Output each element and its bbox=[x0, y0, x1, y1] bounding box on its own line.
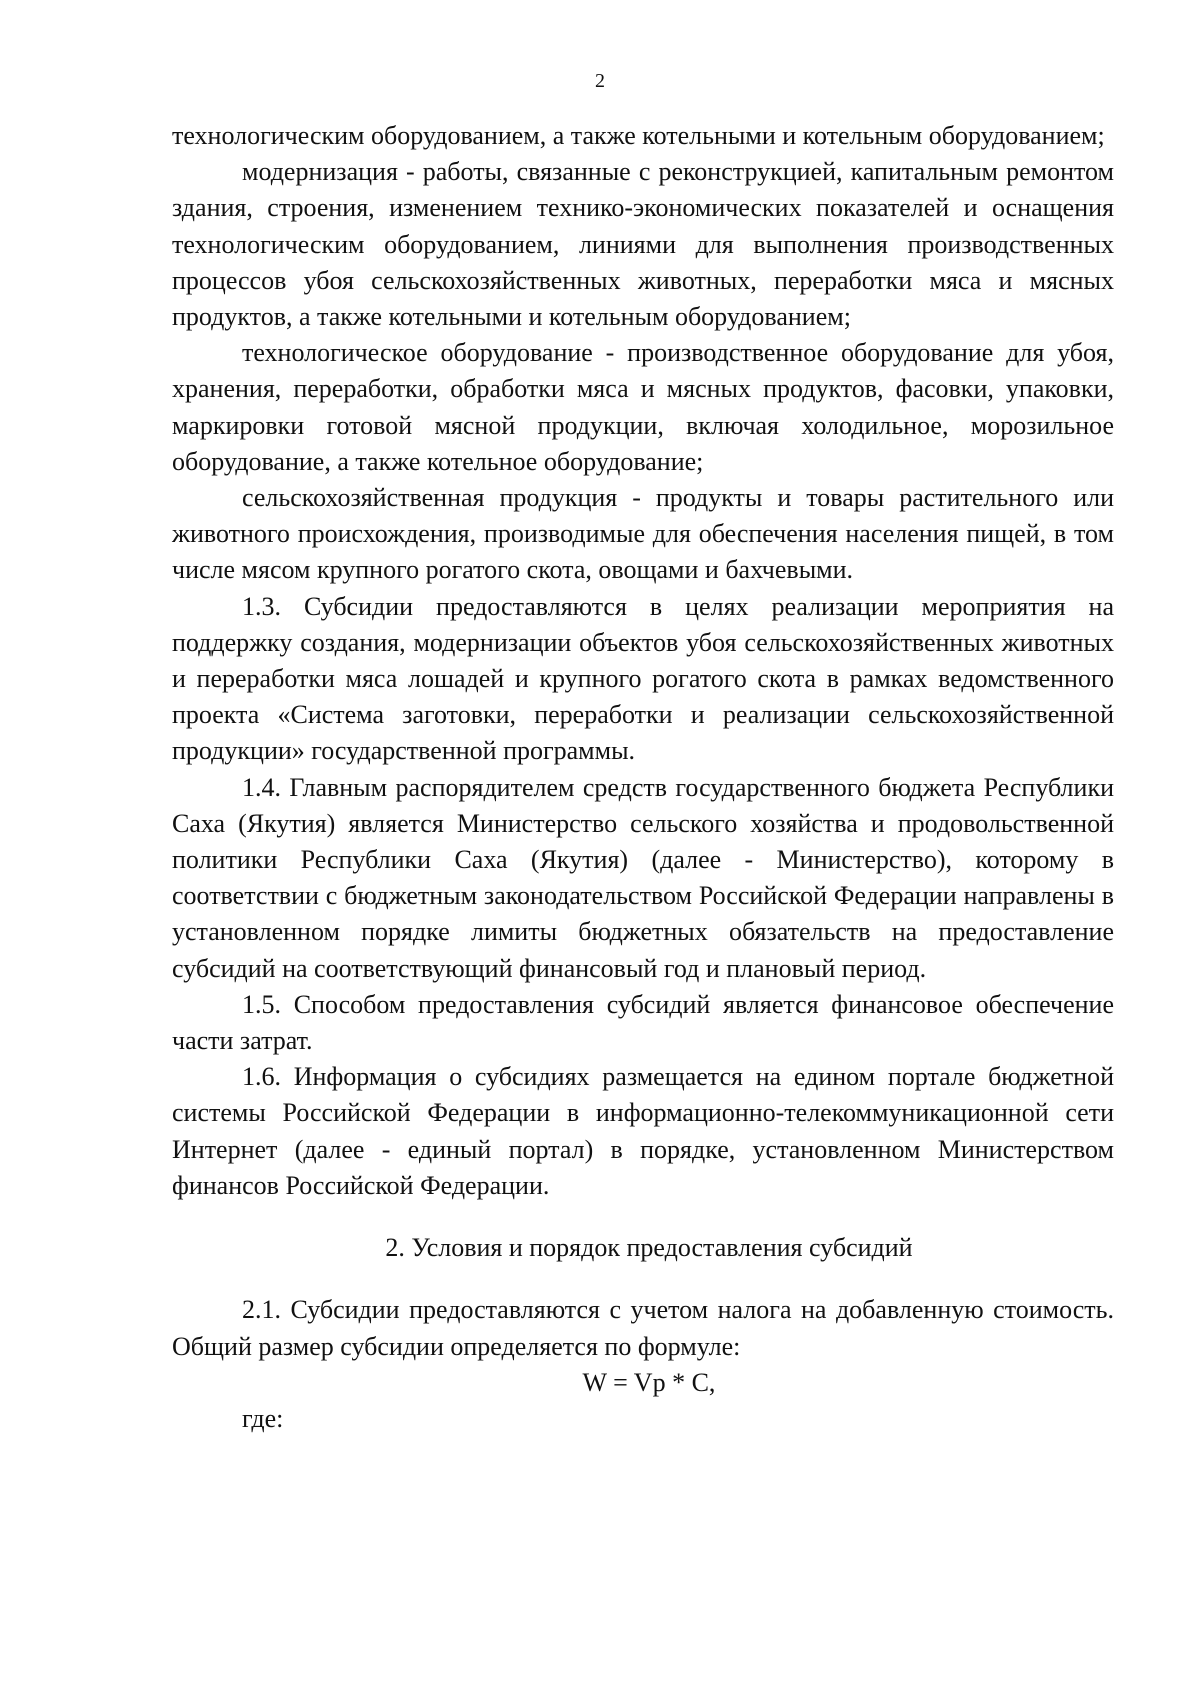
paragraph-technological-equipment-continuation: технологическим оборудованием, а также котельными и котельным оборудованием; bbox=[172, 121, 1105, 150]
paragraph-1-5: 1.5. Способом предоставления субсидий является финансовое обеспечение части затрат. bbox=[172, 989, 1114, 1056]
document-body bbox=[172, 118, 1114, 1437]
paragraph-1-4: 1.4. Главным распорядителем средств государственного бюджета Республики Саха (Якутия) является Министерство сельского хозяйства и продовольственной политики Республики Саха (Якутия) (далее - Министерство), которому в соответствии с бюджетным законодательством Российской Федерации направлены в установленном порядке лимиты бюджетных обязательств на предоставление субсидий на соответствующий финансовый год и плановый период. bbox=[172, 772, 1114, 983]
paragraph-where: где: bbox=[242, 1403, 284, 1433]
paragraph-agricultural-products-definition: сельскохозяйственная продукция - продукты и товары растительного или животного происхождения, производимые для обеспечения населения пищей, в том числе мясом крупного рогатого скота, овощами и бахчевыми. bbox=[172, 483, 1114, 585]
paragraph-2-1: 2.1. Субсидии предоставляются с учетом налога на добавленную стоимость. Общий размер субсидии определяется по формуле: bbox=[172, 1295, 1114, 1361]
paragraph-technological-equipment-definition: технологическое оборудование - производственное оборудование для убоя, хранения, переработки, обработки мяса и мясных продуктов, фасовки, упаковки, маркировки готовой мясной продукции, включая холодильное, морозильное оборудование, а также котельное оборудование; bbox=[172, 338, 1114, 476]
paragraph-1-6: 1.6. Информация о субсидиях размещается на едином портале бюджетной системы Российской Федерации в информационно-телекоммуникационной сети Интернет (далее - единый портал) в порядке, установленном Министерством финансов Российской Федерации. bbox=[172, 1062, 1114, 1200]
formula: W = Vp * C, bbox=[582, 1367, 716, 1397]
section-heading-2: 2. Условия и порядок предоставления субсидий bbox=[385, 1233, 913, 1263]
paragraph-modernization-definition: модернизация - работы, связанные с реконструкцией, капитальным ремонтом здания, строения, изменением технико-экономических показателей и оснащения технологическим оборудованием, линиями для выполнения производственных процессов убоя сельскохозяйственных животных, переработки мяса и мясных продуктов, а также котельными и котельным оборудованием; bbox=[172, 157, 1114, 332]
paragraph-1-3: 1.3. Субсидии предоставляются в целях реализации мероприятия на поддержку создания, модернизации объектов убоя сельскохозяйственных животных и переработки мяса лошадей и крупного рогатого скота в рамках ведомственного проекта «Система заготовки, переработки и реализации сельскохозяйственной продукции» государственной программы. bbox=[172, 591, 1114, 766]
page-number: 2 bbox=[595, 70, 605, 92]
